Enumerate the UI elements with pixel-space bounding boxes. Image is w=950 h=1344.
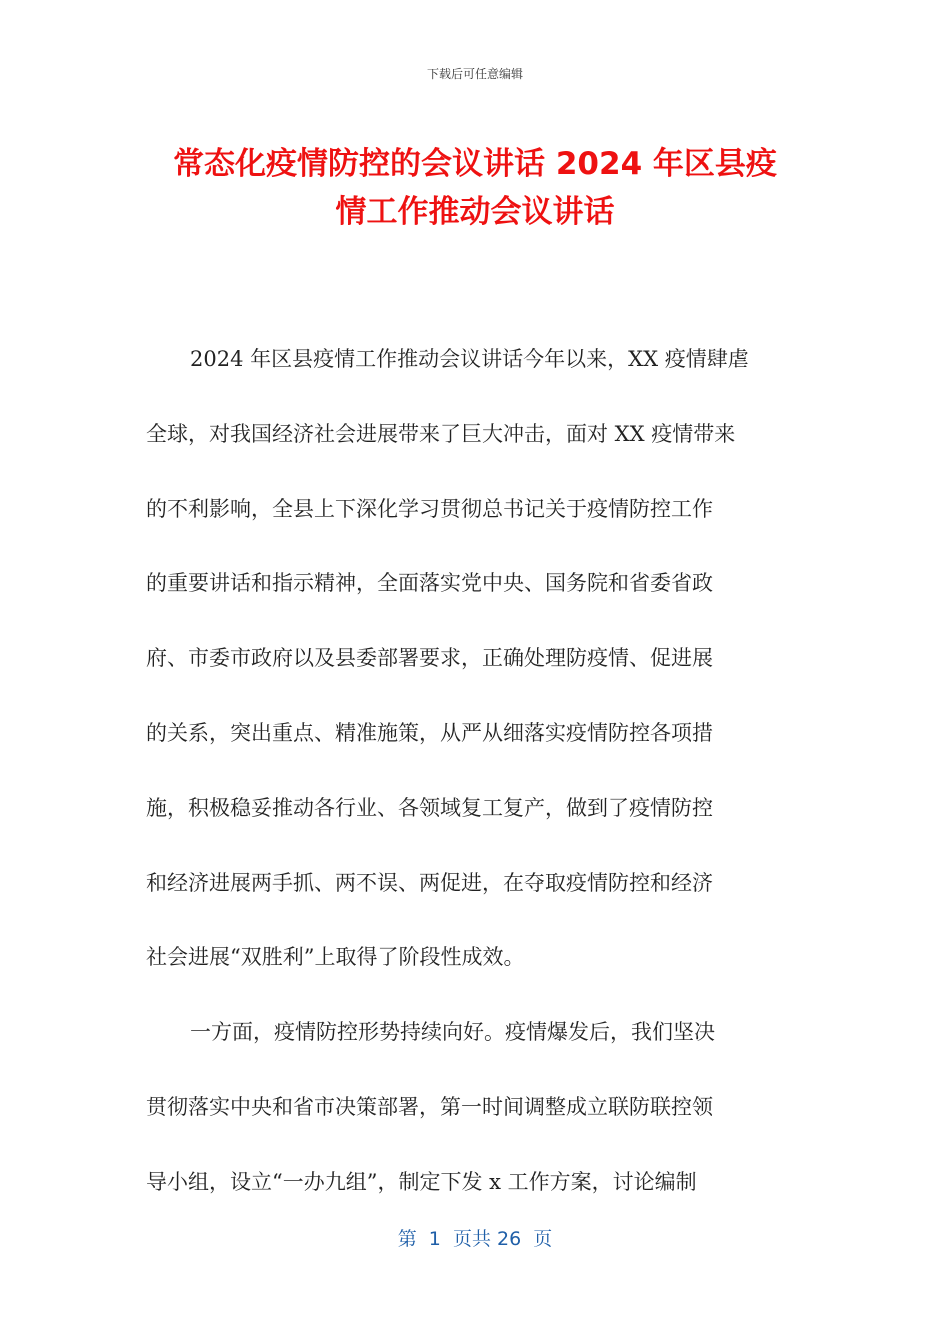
paragraph-line: 2024 年区县疫情工作推动会议讲话今年以来，XX 疫情肆虐 [190, 347, 749, 371]
document-title [130, 140, 820, 236]
paragraph-line: 府、市委市政府以及县委部署要求，正确处理防疫情、促进展 [146, 646, 713, 671]
paragraph-line: 和经济进展两手抓、两不误、两促进，在夺取疫情防控和经济 [146, 870, 713, 895]
document-title-line: 情工作推动会议讲话 [335, 194, 615, 230]
page-number-footer: 第 1 页共 26 页 [397, 1228, 553, 1250]
paragraph-line: 一方面，疫情防控形势持续向好。疫情爆发后，我们坚决 [190, 1020, 715, 1045]
paragraph-line: 社会进展“双胜利”上取得了阶段性成效。 [146, 945, 525, 970]
paragraph-line: 导小组，设立“一办九组”，制定下发 x 工作方案，讨论编制 [146, 1169, 697, 1194]
paragraph-line: 施，积极稳妥推动各行业、各领域复工复产，做到了疫情防控 [146, 795, 713, 820]
document-body [146, 322, 806, 1220]
document-title-line: 常态化疫情防控的会议讲话 2024 年区县疫 [173, 146, 777, 182]
paragraph-line: 贯彻落实中央和省市决策部署，第一时间调整成立联防联控领 [146, 1094, 713, 1119]
paragraph-line: 的关系，突出重点、精准施策，从严从细落实疫情防控各项措 [146, 720, 713, 745]
page-header-note: 下载后可任意编辑 [426, 67, 523, 81]
paragraph-line: 全球，对我国经济社会进展带来了巨大冲击，面对 XX 疫情带来 [146, 421, 736, 446]
paragraph-line: 的重要讲话和指示精神，全面落实党中央、国务院和省委省政 [146, 571, 713, 596]
paragraph-line: 的不利影响，全县上下深化学习贯彻总书记关于疫情防控工作 [146, 496, 713, 521]
